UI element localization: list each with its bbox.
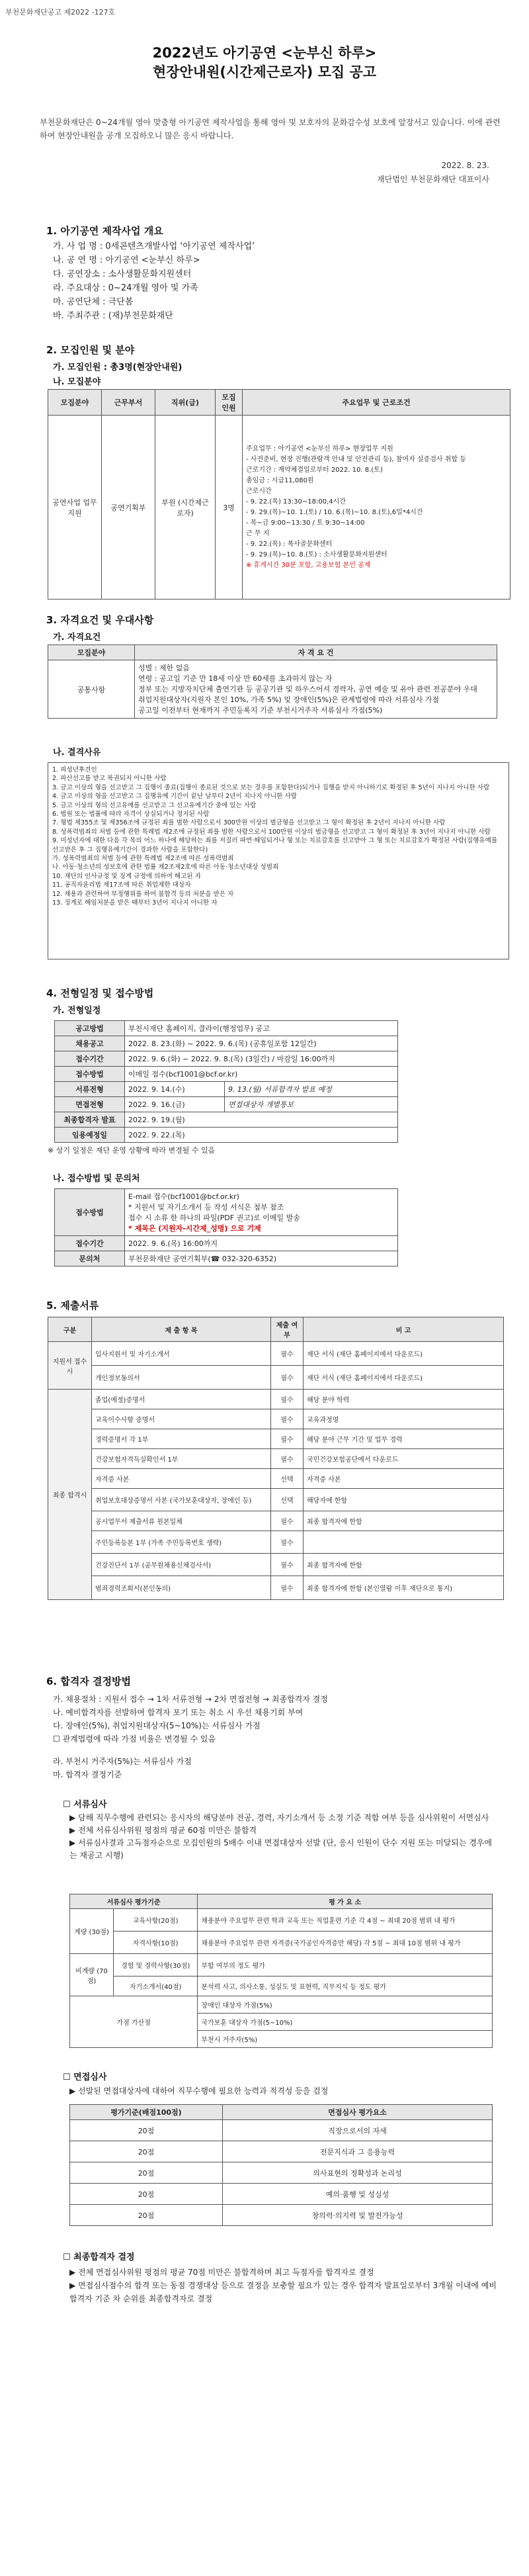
sec6-line: 라. 부천시 거주자(5%)는 서류심사 가점	[53, 1757, 192, 1766]
section-1-items	[53, 240, 255, 323]
sec3-disq-heading: 나. 결격사유	[53, 748, 101, 758]
cell: 공시업무서 제출서류 원본일체	[92, 1511, 271, 1531]
section-4-title: 4. 전형일정 및 접수방법	[46, 987, 154, 999]
sec6-lines	[53, 1693, 328, 1781]
disq-item: 가. 성폭력범죄의 처벌 등에 관한 특례법 제2조에 따른 성폭력범죄	[52, 855, 234, 863]
doc-line: ▶ 담해 직무수행에 관련되는 응시자의 해당분야 전공, 경력, 자기소개서 등 소정 기준 적합 여부 등을 심사위원이 서면심사	[69, 1813, 489, 1822]
disq-item: 1. 피성년후견인	[52, 766, 97, 774]
cell: 국가보훈 대상자 가점(5~10%)	[198, 2014, 493, 2031]
th: 제 출 항 목	[92, 1317, 271, 1342]
final-title: ☐ 최종합격자 결정	[63, 2252, 135, 2262]
th: 접수방법	[55, 1189, 125, 1236]
disq-item: 나. 아동·청소년의 성보호에 관한 법률 제2조제2호에 따른 아동·청소년대상 성범죄	[52, 864, 279, 871]
cell: 이메일 접수(bcf1001@bcf.or.kr)	[125, 1067, 398, 1082]
cell: 부원 (시간제근로자)	[155, 416, 216, 600]
th: 임용예정일	[55, 1128, 125, 1143]
th: 평가기준(배점100점)	[70, 2105, 223, 2120]
disq-item: 13. 징계로 해임처분을 받은 때부터 3년이 지나지 아니한 자	[52, 899, 218, 907]
sec6-line: 나. 예비합격자를 선발하여 합격자 포기 또는 취소 시 우선 채용기회 부여	[53, 1708, 304, 1717]
doc-line: ▶ 서류심사결과 고득점자순으로 모집인원의 5배수 이내 면접대상자 선발 (단, 응시 인원이 단수 지원 또는 미달되는 경우에는 재공고 시행)	[69, 1838, 492, 1860]
th: 비 고	[304, 1317, 504, 1342]
cell: 창의력·의지력 및 발전가능성	[223, 2205, 493, 2226]
method-line: * 지원서 및 자기소개서 등 작성 서식은 첨부 참조	[128, 1203, 284, 1212]
disq-item: 10. 재단의 인사규정 및 징계 규정에 의하여 해고된 자	[52, 872, 202, 880]
duty: - 9. 22.(목) 13:30~18:00,4시간	[246, 498, 346, 506]
th: 구분	[48, 1317, 92, 1342]
sec4-method-heading: 나. 접수방법 및 문의처	[53, 1174, 140, 1184]
cell: 면접대상자 개별통보	[224, 1097, 397, 1112]
cell: 건강보험자격득실확인서 1부	[92, 1449, 271, 1469]
cell: 경험 및 경력사항(30점)	[114, 1954, 198, 1976]
cell: 예의·품행 및 성실성	[223, 2184, 493, 2205]
disqualification-box	[48, 762, 509, 959]
duty: ※ 휴게시간 30분 포함, 고용보험 본인 공제	[246, 562, 371, 569]
cell: 필수	[271, 1429, 304, 1449]
cell: 2022. 9. 22.(목)	[125, 1128, 398, 1143]
th: 모집분야	[48, 645, 135, 660]
final-lines	[69, 2266, 499, 2305]
method-line: * 제목은 (지원자-시간제_성명) 으로 기재	[128, 1224, 261, 1233]
duty: - 9. 22.(목) : 복사골문화센터	[246, 541, 333, 548]
schedule-note: ※ 상기 일정은 재단 운영 상황에 따라 변경될 수 있음	[48, 1146, 216, 1155]
cell: 선택	[271, 1469, 304, 1489]
doc-review-lines	[69, 1812, 499, 1862]
th: 면접전형	[55, 1097, 125, 1112]
recruit-table	[48, 389, 510, 600]
duty: 근로시간	[246, 488, 272, 495]
cell: 계량 (30점)	[70, 1909, 114, 1954]
title-line-1: 2022년도 아기공연 <눈부신 하루>	[152, 45, 377, 61]
sec2-field-heading: 나. 모집분야	[53, 377, 101, 387]
req: 취업지원대상자(지원자 본인 10%, 가족 5%) 및 장애인(5%)은 관계법령에 따라 서류심사 가점	[138, 695, 440, 704]
sec1-item: 바. 주최주관 : (재)부천문화재단	[53, 311, 173, 321]
group-label: 최종 합격시	[48, 1390, 92, 1600]
th: 모집인원	[216, 390, 243, 416]
th: 자 격 요 건	[135, 645, 497, 660]
sec4-schedule-heading: 가. 전형일정	[53, 1006, 101, 1016]
method-table	[54, 1188, 398, 1266]
section-3-title: 3. 자격요건 및 우대사항	[46, 614, 154, 626]
cell: 필수	[271, 1449, 304, 1469]
section-5-title: 5. 제출서류	[46, 1300, 99, 1311]
date-text: 2022. 8. 23.	[441, 161, 489, 170]
cell: 비계량 (70점)	[70, 1954, 114, 1996]
cell: 부합 여부의 정도 평가	[198, 1954, 493, 1976]
cell: 채용분야 주요업무 관련 자격증(국가공인자격증만 해당) 각 5점 ~ 최대 10점 범위 내 평가	[198, 1932, 493, 1954]
method-cell	[125, 1189, 398, 1236]
reqs-cell	[135, 660, 497, 719]
page-title	[0, 44, 529, 82]
cell: 필수	[271, 1366, 304, 1390]
cell: 최종 합격자에 한함 (본인열람 이후 재단으로 통지)	[304, 1576, 504, 1600]
th: 모집분야	[48, 390, 102, 416]
notice-number: 부천문화재단공고 제2022 -127호	[5, 8, 116, 17]
req: 정부 또는 지방자치단체 출연기관 등 공공기관 및 하우스어셔 경력자, 공연 예술 및 유아 관련 전공분야 우대	[138, 685, 477, 693]
final-line: ▶ 전체 면접심사위원 평점의 평균 70점 미만은 불합격하며 최고 득점자를 합격자로 결정	[69, 2268, 374, 2277]
cell: 부천시재단 홈페이지, 클라이(행정업무) 공고	[125, 1021, 398, 1036]
cell: 해당 분야 근무 기간 및 업무 경력	[304, 1429, 504, 1449]
disq-item: 3. 금고 이상의 형을 선고받고 그 집행이 종료(집행이 종료된 것으로 보는 경우를 포함한다)되거나 집행을 받지 아니하기로 확정된 후 5년이 지나지 아니한 사람	[52, 783, 490, 791]
interview-line: ▶ 선발된 면접대상자에 대하여 직무수행에 필요한 능력과 적격성 등을 검정	[69, 2086, 329, 2096]
disq-item: 8. 성폭력범죄의 처벌 등에 관한 특례법 제2조에 규정된 죄를 범한 사람으로서 100만원 이상의 벌금형을 선고받고 그 형이 확정된 후 3년이 지나지 아니한 사람	[52, 828, 491, 836]
cell: 3명	[216, 416, 243, 600]
th: 주요업무 및 근로조건	[243, 390, 510, 416]
disq-item: 6. 법원 또는 법률에 따라 자격이 상실되거나 정지된 사람	[52, 811, 210, 819]
cell: 선택	[271, 1489, 304, 1511]
cell: 자격사항(10점)	[114, 1932, 198, 1954]
cell: 주민등록등본 1부 (가족 주민등록번호 생략)	[92, 1531, 271, 1554]
cell: 자격증 사본	[92, 1469, 271, 1489]
method-line: 접수 시 소류 한 하나의 파일(PDF 권고)로 이메일 발송	[128, 1214, 300, 1222]
disq-item: 11. 공직자윤리법 제17조에 따른 취업제한 대상자	[52, 881, 191, 889]
cell: 필수	[271, 1511, 304, 1531]
cell: 국민건강보험공단에서 다운로드	[304, 1449, 504, 1469]
doc-review-title: ☐ 서류심사	[63, 1800, 107, 1810]
cell: 20점	[70, 2205, 223, 2226]
interview-table	[69, 2104, 493, 2226]
cell: 재단 서식 (재단 홈페이지에서 다운로드)	[304, 1342, 504, 1366]
cell: 입사지원서 및 자기소개서	[92, 1342, 271, 1366]
th: 면접심사 평가요소	[223, 2105, 493, 2120]
cell: 분석력 사고, 의사소통, 성실도 및 표현력, 직무지식 등 정도 평가	[198, 1976, 493, 1996]
doc-review-table	[69, 1894, 493, 2048]
documents-table	[48, 1317, 504, 1600]
cell: 장애인 대상자 가점(5%)	[198, 1996, 493, 2014]
disq-item: 5. 금고 이상의 형의 선고유예를 선고받고 그 선고유예기간 중에 있는 사람	[52, 801, 257, 809]
duty: 근로기간 : 계약체결일로부터 2022. 10. 8.(토)	[246, 466, 383, 474]
cell: 최종 합격자에 한함	[304, 1511, 504, 1531]
cell: 재단 서식 (재단 홈페이지에서 다운로드)	[304, 1366, 504, 1390]
sec1-item: 마. 공연단체 : 극단봄	[53, 297, 134, 307]
cell: 20점	[70, 2162, 223, 2184]
cell: 자격증 사본	[304, 1469, 504, 1489]
notice-date	[377, 159, 489, 187]
th: 접수기간	[55, 1236, 125, 1251]
cell: 가점 가산점	[70, 1996, 198, 2048]
cell: 20점	[70, 2184, 223, 2205]
th: 제출 여부	[271, 1317, 304, 1342]
cell: 2022. 9. 16.(금)	[125, 1097, 225, 1112]
cell: 공연기획부	[102, 416, 155, 600]
duty: - 사전준비, 현장 진행(관람객 안내 및 안전관리 등), 참여자 실증검사 취합 등	[246, 456, 466, 463]
doc-line: ▶ 전체 서류심사위원 평점의 평균 60점 미만은 불합격	[69, 1826, 257, 1835]
cell: 최종 합격자에 한함	[304, 1554, 504, 1576]
th: 서류전형	[55, 1082, 125, 1097]
th: 공고방법	[55, 1021, 125, 1036]
cell: 해당자에 한함	[304, 1489, 504, 1511]
cell: 2022. 9. 6.(화) ~ 2022. 9. 8.(목) (3일간) / 마감일 16:00까지	[125, 1051, 398, 1067]
cell: 필수	[271, 1576, 304, 1600]
disq-item: 4. 금고 이상의 형을 선고받고 그 집행유예 기간이 끝난 날부터 2년이 지나지 아니한 사람	[52, 793, 297, 801]
duty: - 목~금 9:00~13:30 / 토 9:30~14:00	[246, 519, 365, 527]
sec6-line: ☐ 관계법령에 따라 가점 비율은 변경될 수 있음	[53, 1734, 216, 1744]
duty: 근 무 지	[246, 530, 270, 537]
cell: 교육사항(20점)	[114, 1909, 198, 1932]
cell: 채용분야 주요업무 관련 학과 교육 또는 직업훈련 기준 각 4점 ~ 최대 20점 범위 내 평가	[198, 1909, 493, 1932]
sec1-item: 라. 주요대상 : 0~24개월 영아 및 가족	[53, 283, 198, 293]
disq-item: 12. 채용과 관련하여 부정행위를 하여 불합격 등의 처분을 받은 자	[52, 890, 234, 898]
cell: 필수	[271, 1409, 304, 1429]
req: 성별 : 제한 없음	[138, 664, 190, 672]
cell: 부천시 거주자(5%)	[198, 2031, 493, 2048]
sec6-line: 다. 장애인(5%), 취업지원대상자(5~10%)는 서류심사 가점	[53, 1721, 261, 1730]
title-line-2: 현장안내원(시간제근로자) 모집 공고	[152, 64, 377, 80]
section-2-title: 2. 모집인원 및 분야	[46, 344, 135, 356]
th: 평 가 요 소	[198, 1894, 493, 1909]
duty: 주요업무 : 아기공연 <눈부신 하루> 현장업무 지원	[246, 445, 393, 453]
th: 채용공고	[55, 1036, 125, 1051]
cell: 의사표현의 정확성과 논리성	[223, 2162, 493, 2184]
cell: 공연사업 업무 지원	[48, 416, 102, 600]
req: 공고일 이전부터 현재까지 주민등록지 기준 부천시거주자 서류심사 가점(5%)	[138, 706, 383, 715]
th: 서류심사 평가기준	[70, 1894, 198, 1909]
sec1-item: 가. 사 업 명 : 0세콘텐츠개발사업 ‘아기공연 제작사업’	[53, 242, 255, 251]
section-6-title: 6. 합격자 결정방법	[46, 1675, 132, 1687]
cell: 부천문화재단 공연기획부(☎ 032-320-6352)	[125, 1251, 398, 1266]
cell: 20점	[70, 2120, 223, 2141]
sec6-line: 가. 채용절차 : 지원서 접수 → 1차 서류전형 → 2차 면접전형 → 최종합격자 결정	[53, 1695, 328, 1704]
th: 직위(급)	[155, 390, 216, 416]
cell: 개인정보동의서	[92, 1366, 271, 1390]
sec1-item: 다. 공연장소 : 소사생활문화지원센터	[53, 269, 192, 279]
duties-cell	[243, 416, 510, 600]
duty: - 9. 29.(목)~10. 8.(토) : 소사생활문화지원센터	[246, 551, 387, 558]
cell: 2022. 9. 14.(수)	[125, 1082, 225, 1097]
cell: 9. 13.(월) 서류합격자 발표 예정	[224, 1082, 397, 1097]
cell: 필수	[271, 1390, 304, 1409]
group-label: 지원서 접수시	[48, 1342, 92, 1390]
duty: - 9. 29.(목)~10. 1.(토) / 10. 6.(목)~10. 8.(토),6일*4시간	[246, 509, 423, 516]
cell: 직장으로서의 자세	[223, 2120, 493, 2141]
cell: 필수	[271, 1554, 304, 1576]
cell: 교육과정명	[304, 1409, 504, 1429]
disq-item: 9. 미성년자에 대한 다음 각 목의 어느 하나에 해당하는 죄를 저질러 파면·해임되거나 형 또는 치료감호를 선고받아 그 형 또는 치료감호가 확정된 사람(집행유예를 선고받은 후 그 집행유예기간이 경과한 사람을 포함한다)	[52, 837, 498, 854]
duty: 총임금 : 시급11,080원	[246, 477, 314, 484]
sec1-item: 나. 공 연 명 : 아기공연 <눈부신 하루>	[53, 255, 200, 265]
sec6-line: 마. 합격자 결정기준	[53, 1770, 122, 1779]
th: 접수방법	[55, 1067, 125, 1082]
th: 근무부서	[102, 390, 155, 416]
method-line: E-mail 접수(bcf1001@bcf.or.kr)	[128, 1192, 239, 1201]
cell: 경력증명서 각 1부	[92, 1429, 271, 1449]
sec2-recruit-count: 가. 모집인원 : 총3명(현장안내원)	[53, 363, 183, 373]
cell: 취업보호대상증명서 사본 (국가보훈대상자, 장애인 등)	[92, 1489, 271, 1511]
req: 연령 : 공고일 기준 만 18세 이상 만 60세를 초과하지 않는 자	[138, 674, 333, 683]
th: 접수기간	[55, 1051, 125, 1067]
cell: 교육이수사항 증명서	[92, 1409, 271, 1429]
cell: 공통사항	[48, 660, 135, 719]
requirements-table	[48, 644, 497, 719]
schedule-table	[54, 1020, 398, 1143]
cell: 20점	[70, 2141, 223, 2162]
cell: 범죄경력조회서(본인동의)	[92, 1576, 271, 1600]
cell	[304, 1531, 504, 1554]
cell: 필수	[271, 1342, 304, 1366]
disq-item: 2. 파산선고를 받고 복권되지 아니한 사람	[52, 775, 167, 783]
cell: 2022. 9. 6.(목) 16:00까지	[125, 1236, 398, 1251]
cell: 2022. 8. 23.(화) ~ 2022. 9. 6.(목) (공휴일포함 12일간)	[125, 1036, 398, 1051]
signer-text: 재단법인 부천문화재단 대표이사	[377, 175, 489, 184]
th: 문의처	[55, 1251, 125, 1266]
th: 최종합격자 발표	[55, 1112, 125, 1128]
section-1-title: 1. 아기공연 제작사업 개요	[46, 225, 163, 237]
cell: 건강진단서 1부 (공무원채용신체검사서)	[92, 1554, 271, 1576]
cell: 필수	[271, 1531, 304, 1554]
cell: 전문지식과 그 응용능력	[223, 2141, 493, 2162]
cell: 2022. 9. 19.(월)	[125, 1112, 398, 1128]
interview-title: ☐ 면접심사	[63, 2072, 107, 2082]
sec3-req-heading: 가. 자격요건	[53, 633, 101, 643]
cell: 졸업(예정)증명서	[92, 1390, 271, 1409]
disq-item: 7. 형법 제355조 및 제356조에 규정된 죄를 범한 사람으로서 300만원 이상의 벌금형을 선고받고 그 형이 확정된 후 2년이 지나지 아니한 사람	[52, 819, 446, 827]
final-line: ▶ 면접심사점수의 합격 또는 동점 경쟁대상 등으로 결정을 보충할 필요가 있는 경우 합격자 발표일로부터 3개월 이내에 예비합격자 기준 차 순위를 최종합격자로 결정	[69, 2281, 497, 2303]
cell: 해당 분야 학력	[304, 1390, 504, 1409]
intro-text: 부천문화재단은 0~24개월 영아 맞춤형 아기공연 제작사업을 통해 영아 및 보호자의 문화감수성 보호에 앞장서고 있습니다. 이에 관련하여 현장안내원을 공개 모집하오니 많은 응시 바랍니다.	[40, 118, 501, 140]
cell: 자기소개서(40점)	[114, 1976, 198, 1996]
